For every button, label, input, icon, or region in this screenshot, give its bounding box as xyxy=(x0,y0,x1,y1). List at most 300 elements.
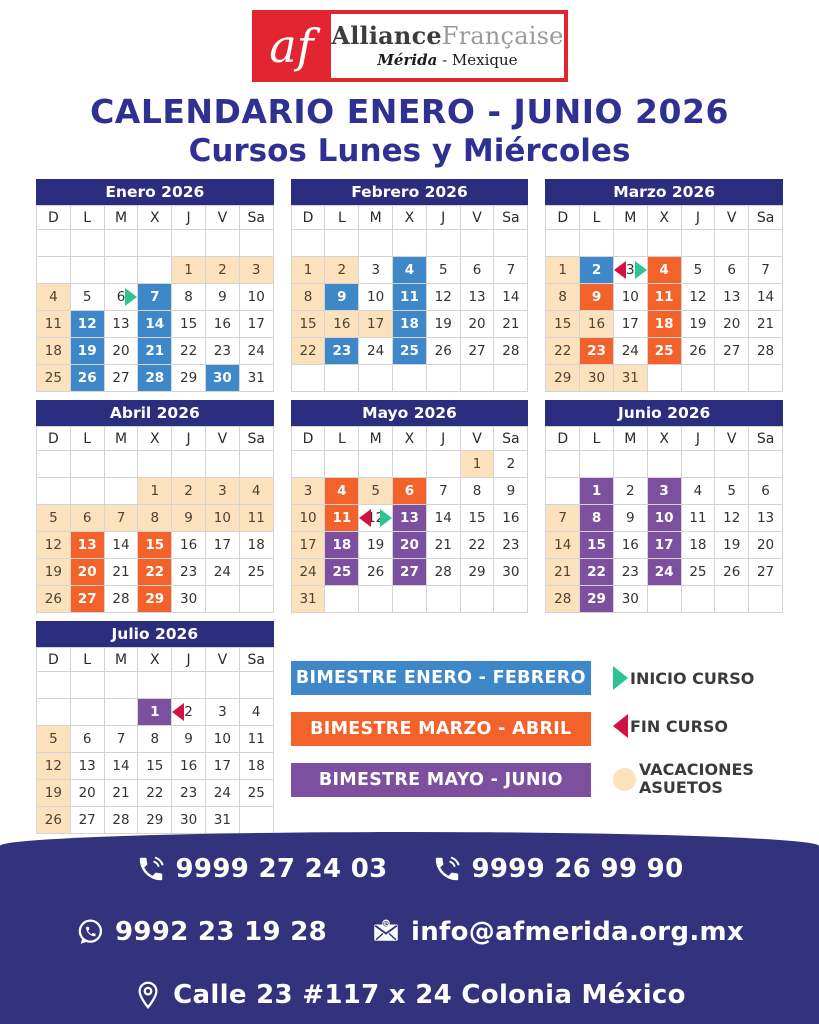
day-of-week-header: L xyxy=(325,206,359,230)
day-cell: 12 xyxy=(681,284,715,311)
day-cell: 2 xyxy=(580,257,614,284)
empty-cell xyxy=(172,672,206,699)
phone-icon xyxy=(136,854,166,884)
fin-curso-icon xyxy=(613,714,628,738)
inicio-curso-marker-icon xyxy=(380,509,392,527)
empty-cell xyxy=(239,586,273,613)
day-cell: 24 xyxy=(291,559,325,586)
day-cell: 13 xyxy=(460,284,494,311)
day-cell: 22 xyxy=(546,338,580,365)
empty-cell xyxy=(647,230,681,257)
day-cell: 29 xyxy=(138,586,172,613)
empty-cell xyxy=(70,478,104,505)
day-cell: 11 xyxy=(681,505,715,532)
empty-cell xyxy=(715,365,749,392)
day-cell: 31 xyxy=(239,365,273,392)
logo-alliance-text: Alliance xyxy=(331,20,442,50)
empty-cell xyxy=(613,451,647,478)
day-of-week-header: J xyxy=(426,427,460,451)
day-of-week-header: Sa xyxy=(239,427,273,451)
day-cell: 24 xyxy=(359,338,393,365)
day-of-week-header: M xyxy=(104,427,138,451)
day-cell: 15 xyxy=(172,311,206,338)
day-cell: 16 xyxy=(580,311,614,338)
day-cell: 4 xyxy=(681,478,715,505)
empty-cell xyxy=(681,230,715,257)
empty-cell xyxy=(104,699,138,726)
day-cell: 14 xyxy=(749,284,783,311)
day-cell: 27 xyxy=(70,807,104,834)
day-of-week-header: J xyxy=(172,206,206,230)
empty-cell xyxy=(172,451,206,478)
location-icon xyxy=(133,980,163,1010)
empty-cell xyxy=(647,365,681,392)
empty-cell xyxy=(749,451,783,478)
day-cell: 29 xyxy=(172,365,206,392)
day-cell: 18 xyxy=(647,311,681,338)
day-cell: 9 xyxy=(325,284,359,311)
day-of-week-header: Sa xyxy=(239,648,273,672)
day-cell: 3 xyxy=(205,699,239,726)
month-table xyxy=(291,426,529,613)
day-cell: 31 xyxy=(613,365,647,392)
day-cell: 7 xyxy=(138,284,172,311)
empty-cell xyxy=(325,586,359,613)
day-cell: 17 xyxy=(205,753,239,780)
empty-cell xyxy=(205,672,239,699)
day-of-week-header: M xyxy=(104,206,138,230)
day-cell: 7 xyxy=(546,505,580,532)
empty-cell xyxy=(70,699,104,726)
footer-row-phones xyxy=(0,854,819,884)
month-title: Mayo 2026 xyxy=(291,400,529,426)
vacaciones-icon xyxy=(613,768,636,791)
day-cell: 20 xyxy=(715,311,749,338)
day-cell: 27 xyxy=(104,365,138,392)
day-cell: 18 xyxy=(239,753,273,780)
empty-cell xyxy=(494,586,528,613)
month-title: Julio 2026 xyxy=(36,621,274,647)
day-cell: 2 xyxy=(205,257,239,284)
day-cell: 21 xyxy=(749,311,783,338)
day-cell: 6 xyxy=(70,505,104,532)
day-of-week-header: X xyxy=(393,427,427,451)
day-cell: 23 xyxy=(613,559,647,586)
day-cell: 21 xyxy=(104,780,138,807)
day-of-week-header: D xyxy=(37,427,71,451)
day-cell: 24 xyxy=(613,338,647,365)
day-of-week-header: M xyxy=(359,206,393,230)
empty-cell xyxy=(426,365,460,392)
day-of-week-header: D xyxy=(291,206,325,230)
vacaciones-line2: ASUETOS xyxy=(639,778,723,797)
empty-cell xyxy=(460,365,494,392)
day-cell: 31 xyxy=(205,807,239,834)
day-cell: 1 xyxy=(172,257,206,284)
empty-cell xyxy=(681,451,715,478)
empty-cell xyxy=(172,230,206,257)
day-cell: 12 xyxy=(37,532,71,559)
email xyxy=(371,917,744,947)
empty-cell xyxy=(647,451,681,478)
day-cell: 16 xyxy=(172,532,206,559)
empty-cell xyxy=(70,451,104,478)
inicio-curso-marker-icon xyxy=(125,288,137,306)
day-cell: 3 xyxy=(613,257,647,284)
empty-cell xyxy=(239,807,273,834)
empty-cell xyxy=(749,365,783,392)
logo xyxy=(0,0,819,82)
phone-1-number: 9999 27 24 03 xyxy=(175,854,388,884)
day-of-week-header: Sa xyxy=(749,427,783,451)
empty-cell xyxy=(546,478,580,505)
day-cell: 16 xyxy=(325,311,359,338)
day-cell: 19 xyxy=(359,532,393,559)
day-cell: 2 xyxy=(613,478,647,505)
empty-cell xyxy=(239,672,273,699)
day-cell: 10 xyxy=(647,505,681,532)
day-cell: 27 xyxy=(393,559,427,586)
address-text: Calle 23 #117 x 24 Colonia México xyxy=(173,980,686,1010)
day-cell: 20 xyxy=(70,780,104,807)
legend-bimestre-marzo-abril: BIMESTRE MARZO - ABRIL xyxy=(291,712,591,746)
day-cell: 8 xyxy=(546,284,580,311)
vacaciones-label xyxy=(639,761,754,798)
empty-cell xyxy=(613,230,647,257)
fin-curso-label: FIN CURSO xyxy=(630,716,729,736)
month-calendar xyxy=(291,179,529,392)
day-cell: 4 xyxy=(239,699,273,726)
day-cell: 11 xyxy=(393,284,427,311)
day-cell: 4 xyxy=(325,478,359,505)
phone-1 xyxy=(136,854,388,884)
day-cell: 22 xyxy=(580,559,614,586)
legend xyxy=(291,621,783,834)
day-cell: 14 xyxy=(138,311,172,338)
legend-vacaciones xyxy=(613,757,783,801)
day-cell: 19 xyxy=(426,311,460,338)
whatsapp-number-text: 9992 23 19 28 xyxy=(115,917,327,947)
empty-cell xyxy=(647,586,681,613)
day-of-week-header: X xyxy=(647,206,681,230)
day-cell: 12 xyxy=(426,284,460,311)
day-cell: 21 xyxy=(426,532,460,559)
inicio-curso-marker-icon xyxy=(635,261,647,279)
day-cell: 7 xyxy=(104,726,138,753)
day-cell: 23 xyxy=(172,559,206,586)
day-cell: 14 xyxy=(546,532,580,559)
day-cell: 2 xyxy=(172,478,206,505)
day-cell: 2 xyxy=(172,699,206,726)
empty-cell xyxy=(715,586,749,613)
day-cell: 14 xyxy=(104,753,138,780)
month-title: Marzo 2026 xyxy=(545,179,783,205)
day-cell: 28 xyxy=(104,586,138,613)
month-title: Abril 2026 xyxy=(36,400,274,426)
empty-cell xyxy=(37,478,71,505)
day-cell: 17 xyxy=(647,532,681,559)
empty-cell xyxy=(460,230,494,257)
day-cell: 19 xyxy=(70,338,104,365)
day-cell: 7 xyxy=(494,257,528,284)
day-of-week-header: V xyxy=(715,206,749,230)
empty-cell xyxy=(37,230,71,257)
empty-cell xyxy=(426,586,460,613)
day-cell: 6 xyxy=(70,726,104,753)
day-cell: 27 xyxy=(70,586,104,613)
month-calendar xyxy=(291,400,529,613)
day-of-week-header: X xyxy=(138,427,172,451)
day-cell: 19 xyxy=(681,311,715,338)
main-title: CALENDARIO ENERO - JUNIO 2026 xyxy=(90,92,729,131)
day-cell: 1 xyxy=(546,257,580,284)
day-cell: 23 xyxy=(205,338,239,365)
day-of-week-header: X xyxy=(647,427,681,451)
fin-curso-marker-icon xyxy=(359,509,371,527)
day-cell: 26 xyxy=(426,338,460,365)
day-cell: 17 xyxy=(613,311,647,338)
day-cell: 10 xyxy=(359,284,393,311)
day-cell: 26 xyxy=(37,586,71,613)
empty-cell xyxy=(715,230,749,257)
day-cell: 25 xyxy=(681,559,715,586)
day-cell: 5 xyxy=(681,257,715,284)
legend-bimestre-enero-febrero: BIMESTRE ENERO - FEBRERO xyxy=(291,661,591,695)
day-cell: 1 xyxy=(460,451,494,478)
whatsapp-number xyxy=(75,917,327,947)
day-cell: 8 xyxy=(291,284,325,311)
empty-cell xyxy=(426,451,460,478)
empty-cell xyxy=(291,365,325,392)
day-cell: 11 xyxy=(647,284,681,311)
phone-icon xyxy=(432,854,462,884)
day-cell: 10 xyxy=(613,284,647,311)
day-cell: 1 xyxy=(138,699,172,726)
day-cell: 17 xyxy=(359,311,393,338)
day-cell: 20 xyxy=(749,532,783,559)
day-cell: 30 xyxy=(613,586,647,613)
day-cell: 20 xyxy=(104,338,138,365)
day-cell: 28 xyxy=(494,338,528,365)
day-cell: 14 xyxy=(494,284,528,311)
day-cell: 9 xyxy=(172,726,206,753)
day-cell: 20 xyxy=(393,532,427,559)
empty-cell xyxy=(37,699,71,726)
fin-curso-marker-icon xyxy=(172,703,184,721)
day-cell: 17 xyxy=(205,532,239,559)
day-cell: 15 xyxy=(138,532,172,559)
day-cell: 14 xyxy=(104,532,138,559)
day-cell: 12 xyxy=(70,311,104,338)
day-of-week-header: L xyxy=(580,427,614,451)
day-of-week-header: L xyxy=(325,427,359,451)
day-of-week-header: Sa xyxy=(749,206,783,230)
day-cell: 21 xyxy=(138,338,172,365)
day-cell: 2 xyxy=(494,451,528,478)
day-cell: 9 xyxy=(205,284,239,311)
empty-cell xyxy=(138,451,172,478)
day-cell: 12 xyxy=(37,753,71,780)
day-cell: 10 xyxy=(205,726,239,753)
empty-cell xyxy=(393,451,427,478)
day-cell: 7 xyxy=(749,257,783,284)
empty-cell xyxy=(393,586,427,613)
day-of-week-header: M xyxy=(359,427,393,451)
day-cell: 30 xyxy=(172,586,206,613)
day-cell: 25 xyxy=(239,780,273,807)
month-table xyxy=(545,205,783,392)
day-cell: 18 xyxy=(325,532,359,559)
month-calendar xyxy=(36,400,274,613)
empty-cell xyxy=(70,672,104,699)
empty-cell xyxy=(104,478,138,505)
day-cell: 19 xyxy=(715,532,749,559)
empty-cell xyxy=(104,451,138,478)
day-cell: 4 xyxy=(37,284,71,311)
day-cell: 31 xyxy=(291,586,325,613)
day-cell: 13 xyxy=(70,753,104,780)
empty-cell xyxy=(393,365,427,392)
day-cell: 14 xyxy=(426,505,460,532)
empty-cell xyxy=(494,365,528,392)
day-of-week-header: D xyxy=(291,427,325,451)
day-cell: 11 xyxy=(37,311,71,338)
day-cell: 16 xyxy=(494,505,528,532)
day-cell: 24 xyxy=(239,338,273,365)
fin-curso-marker-icon xyxy=(614,261,626,279)
day-of-week-header: L xyxy=(70,648,104,672)
day-of-week-header: X xyxy=(393,206,427,230)
day-cell: 12 xyxy=(715,505,749,532)
empty-cell xyxy=(325,230,359,257)
day-of-week-header: L xyxy=(70,206,104,230)
logo-mexique-text: Mexique xyxy=(451,51,518,70)
day-cell: 23 xyxy=(494,532,528,559)
empty-cell xyxy=(359,230,393,257)
empty-cell xyxy=(239,230,273,257)
day-cell: 18 xyxy=(37,338,71,365)
day-cell: 13 xyxy=(393,505,427,532)
empty-cell xyxy=(205,451,239,478)
empty-cell xyxy=(580,451,614,478)
month-calendar xyxy=(545,179,783,392)
empty-cell xyxy=(104,257,138,284)
day-cell: 28 xyxy=(426,559,460,586)
day-cell: 28 xyxy=(104,807,138,834)
day-of-week-header: D xyxy=(546,427,580,451)
legend-bimestre-mayo-junio: BIMESTRE MAYO - JUNIO xyxy=(291,763,591,797)
day-of-week-header: V xyxy=(460,206,494,230)
day-cell: 12 xyxy=(359,505,393,532)
empty-cell xyxy=(138,230,172,257)
day-cell: 18 xyxy=(681,532,715,559)
empty-cell xyxy=(715,451,749,478)
empty-cell xyxy=(426,230,460,257)
day-cell: 26 xyxy=(37,807,71,834)
day-cell: 15 xyxy=(291,311,325,338)
day-cell: 9 xyxy=(613,505,647,532)
day-cell: 29 xyxy=(460,559,494,586)
day-of-week-header: V xyxy=(205,427,239,451)
logo-name xyxy=(331,20,564,50)
empty-cell xyxy=(749,586,783,613)
phone-2 xyxy=(432,854,684,884)
day-cell: 9 xyxy=(172,505,206,532)
day-cell: 11 xyxy=(325,505,359,532)
day-of-week-header: M xyxy=(613,206,647,230)
day-cell: 6 xyxy=(460,257,494,284)
day-of-week-header: X xyxy=(138,206,172,230)
day-cell: 21 xyxy=(494,311,528,338)
subtitle: Cursos Lunes y Miércoles xyxy=(188,133,631,169)
day-cell: 3 xyxy=(205,478,239,505)
day-cell: 5 xyxy=(715,478,749,505)
day-cell: 24 xyxy=(205,559,239,586)
whatsapp-icon xyxy=(75,917,105,947)
day-cell: 11 xyxy=(239,505,273,532)
day-cell: 29 xyxy=(138,807,172,834)
day-cell: 6 xyxy=(749,478,783,505)
month-title: Junio 2026 xyxy=(545,400,783,426)
day-of-week-header: L xyxy=(580,206,614,230)
day-cell: 23 xyxy=(172,780,206,807)
empty-cell xyxy=(359,451,393,478)
month-calendar xyxy=(36,179,274,392)
footer xyxy=(0,832,819,1024)
empty-cell xyxy=(239,451,273,478)
logo-text-panel xyxy=(331,14,563,78)
svg-text:@: @ xyxy=(382,920,390,928)
day-cell: 17 xyxy=(239,311,273,338)
day-of-week-header: D xyxy=(546,206,580,230)
empty-cell xyxy=(37,451,71,478)
day-cell: 10 xyxy=(291,505,325,532)
af-logo-mark xyxy=(252,10,332,82)
empty-cell xyxy=(325,365,359,392)
day-cell: 7 xyxy=(426,478,460,505)
day-of-week-header: J xyxy=(172,648,206,672)
phone-2-number: 9999 26 99 90 xyxy=(471,854,684,884)
day-cell: 28 xyxy=(546,586,580,613)
day-cell: 22 xyxy=(138,780,172,807)
legend-markers xyxy=(613,661,783,801)
day-cell: 15 xyxy=(546,311,580,338)
day-cell: 23 xyxy=(580,338,614,365)
day-of-week-header: D xyxy=(37,648,71,672)
day-cell: 7 xyxy=(104,505,138,532)
day-of-week-header: M xyxy=(104,648,138,672)
vacaciones-line1: VACACIONES xyxy=(639,759,754,779)
day-of-week-header: J xyxy=(681,427,715,451)
day-cell: 9 xyxy=(494,478,528,505)
day-cell: 1 xyxy=(138,478,172,505)
day-cell: 3 xyxy=(239,257,273,284)
day-cell: 19 xyxy=(37,780,71,807)
day-cell: 26 xyxy=(359,559,393,586)
footer-row-contact xyxy=(0,917,819,947)
footer-row-address xyxy=(0,980,819,1010)
day-cell: 8 xyxy=(172,284,206,311)
empty-cell xyxy=(37,672,71,699)
day-cell: 8 xyxy=(138,505,172,532)
day-cell: 13 xyxy=(104,311,138,338)
day-cell: 5 xyxy=(37,505,71,532)
day-cell: 1 xyxy=(580,478,614,505)
empty-cell xyxy=(359,586,393,613)
day-cell: 27 xyxy=(715,338,749,365)
day-cell: 27 xyxy=(749,559,783,586)
day-cell: 25 xyxy=(647,338,681,365)
